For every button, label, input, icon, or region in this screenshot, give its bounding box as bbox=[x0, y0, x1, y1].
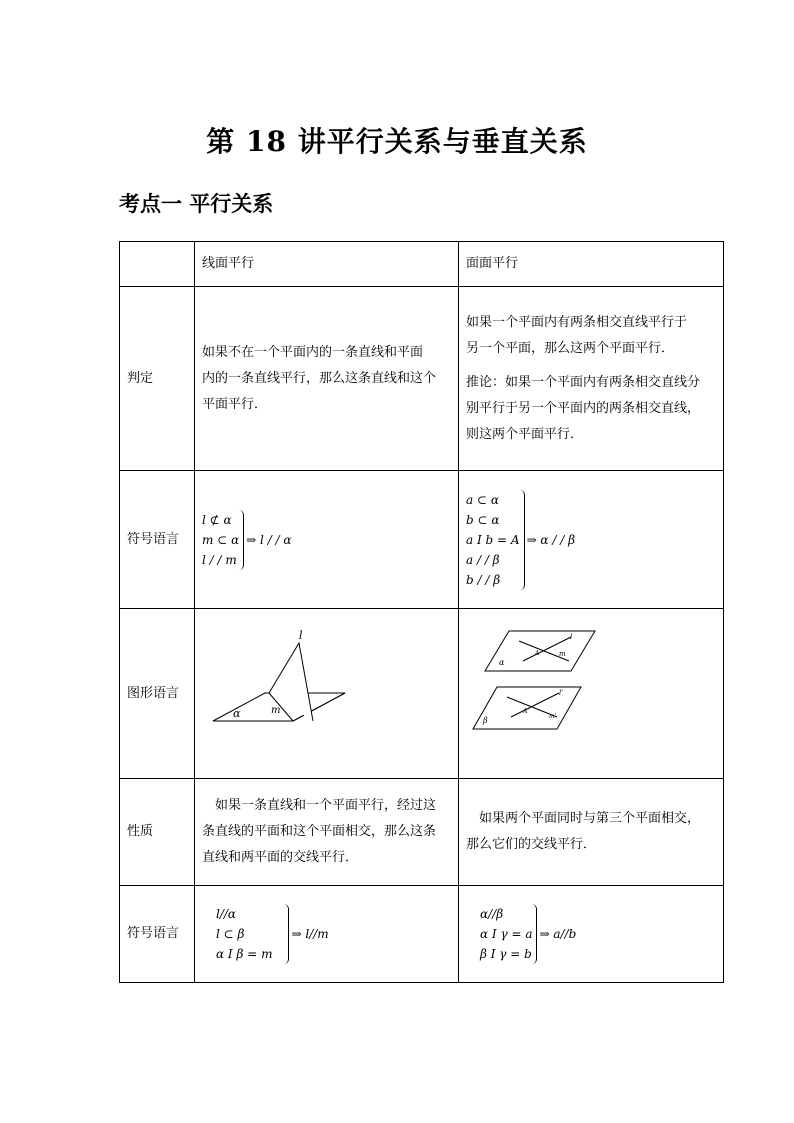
row-symbol-2 bbox=[120, 886, 724, 983]
row-criteria bbox=[120, 287, 724, 471]
section-heading: 考点一 平行关系 bbox=[119, 191, 274, 216]
label-m: m bbox=[559, 650, 566, 658]
corollary-l1: 推论：如果一个平面内有两条相交直线分 bbox=[466, 374, 701, 390]
formula-result: ⇒ l / / α bbox=[246, 532, 292, 547]
criteria-line-plane-l1: 如果不在一个平面内的一条直线和平面 bbox=[202, 344, 424, 360]
label-l: l bbox=[299, 629, 303, 642]
formula-line: b ⊂ α bbox=[466, 512, 500, 527]
symbol1-plane-plane-formula bbox=[466, 490, 716, 590]
label-A-prime: A' bbox=[523, 708, 529, 715]
figure-line-plane bbox=[195, 609, 459, 779]
property-plane-plane-l2: 那么它们的交线平行． bbox=[466, 837, 597, 852]
formula-result: ⇒ α / / β bbox=[526, 532, 576, 547]
formula-result: ⇒ l//m bbox=[291, 927, 329, 941]
symbol1-line-plane-formula bbox=[202, 510, 451, 570]
formula-line: a / / β bbox=[466, 552, 500, 567]
criteria-line-plane bbox=[195, 287, 459, 471]
criteria-line-plane-l2: 内的一条直线平行，那么这条直线和这个 bbox=[202, 370, 437, 386]
criteria-line-plane-l3: 平面平行． bbox=[202, 396, 268, 412]
plane-plane-parallel-diagram bbox=[459, 609, 723, 768]
header-line-plane: 线面平行 bbox=[195, 242, 459, 287]
formula-line: l ⊂ β bbox=[216, 927, 245, 941]
formula-line: a ⊂ α bbox=[466, 492, 499, 507]
symbol2-plane-plane bbox=[459, 886, 724, 983]
formula-result: ⇒ a//b bbox=[539, 927, 577, 941]
property-line-plane bbox=[195, 779, 459, 886]
row-label-symbol-1: 符号语言 bbox=[120, 471, 195, 609]
row-property bbox=[120, 779, 724, 886]
brace bbox=[284, 904, 289, 964]
brace bbox=[532, 904, 537, 964]
header-plane-plane: 面面平行 bbox=[459, 242, 724, 287]
parallel-relations-table bbox=[119, 241, 724, 983]
corollary-l3: 则这两个平面平行． bbox=[466, 426, 584, 442]
page-title: 第 18 讲平行关系与垂直关系 bbox=[206, 125, 588, 158]
formula-line: α//β bbox=[480, 907, 504, 921]
formula-line: l / / m bbox=[202, 552, 237, 567]
row-label-criteria: 判定 bbox=[120, 287, 195, 471]
line-plane-parallel-diagram bbox=[195, 609, 457, 768]
label-m-prime: m' bbox=[549, 713, 557, 720]
label-m: m bbox=[271, 705, 281, 716]
formula-line: l//α bbox=[216, 907, 237, 921]
symbol2-line-plane bbox=[195, 886, 459, 983]
row-figure bbox=[120, 609, 724, 779]
property-line-plane-l2: 条直线的平面和这个平面相交，那么这条 bbox=[202, 824, 437, 839]
brace bbox=[239, 510, 244, 570]
label-alpha: α bbox=[499, 658, 505, 667]
row-label-property: 性质 bbox=[120, 779, 195, 886]
brace bbox=[520, 490, 525, 590]
symbol1-line-plane bbox=[195, 471, 459, 609]
formula-line: β I γ = b bbox=[480, 947, 532, 961]
label-alpha: α bbox=[233, 707, 241, 720]
label-A: A bbox=[535, 650, 540, 657]
formula-line: l ⊄ α bbox=[202, 512, 232, 527]
header-empty-cell bbox=[120, 242, 195, 287]
criteria-plane-plane-a2: 另一个平面，那么这两个平面平行． bbox=[466, 340, 675, 356]
figure-plane-plane bbox=[459, 609, 724, 779]
table-header-row bbox=[120, 242, 724, 287]
symbol1-plane-plane bbox=[459, 471, 724, 609]
property-plane-plane-l1: 如果两个平面同时与第三个平面相交， bbox=[479, 811, 701, 826]
row-symbol-1 bbox=[120, 471, 724, 609]
row-label-figure: 图形语言 bbox=[120, 609, 195, 779]
formula-line: α I β = m bbox=[216, 947, 273, 961]
row-label-symbol-2: 符号语言 bbox=[120, 886, 195, 983]
label-beta: β bbox=[483, 716, 488, 725]
symbol2-plane-plane-formula bbox=[466, 904, 716, 964]
label-l-prime: l' bbox=[559, 689, 564, 697]
property-plane-plane bbox=[459, 779, 724, 886]
symbol2-line-plane-formula bbox=[202, 904, 451, 964]
label-l: l bbox=[570, 633, 573, 641]
criteria-plane-plane bbox=[459, 287, 724, 471]
formula-line: a I b = A bbox=[466, 532, 520, 547]
formula-line: b / / β bbox=[466, 572, 501, 587]
property-line-plane-l1: 如果一条直线和一个平面平行，经过这 bbox=[215, 798, 437, 813]
formula-line: α I γ = a bbox=[480, 927, 533, 941]
formula-line: m ⊂ α bbox=[202, 532, 240, 547]
corollary-l2: 别平行于另一个平面内的两条相交直线， bbox=[466, 400, 701, 416]
property-line-plane-l3: 直线和两平面的交线平行． bbox=[202, 850, 359, 865]
criteria-plane-plane-a1: 如果一个平面内有两条相交直线平行于 bbox=[466, 314, 688, 330]
